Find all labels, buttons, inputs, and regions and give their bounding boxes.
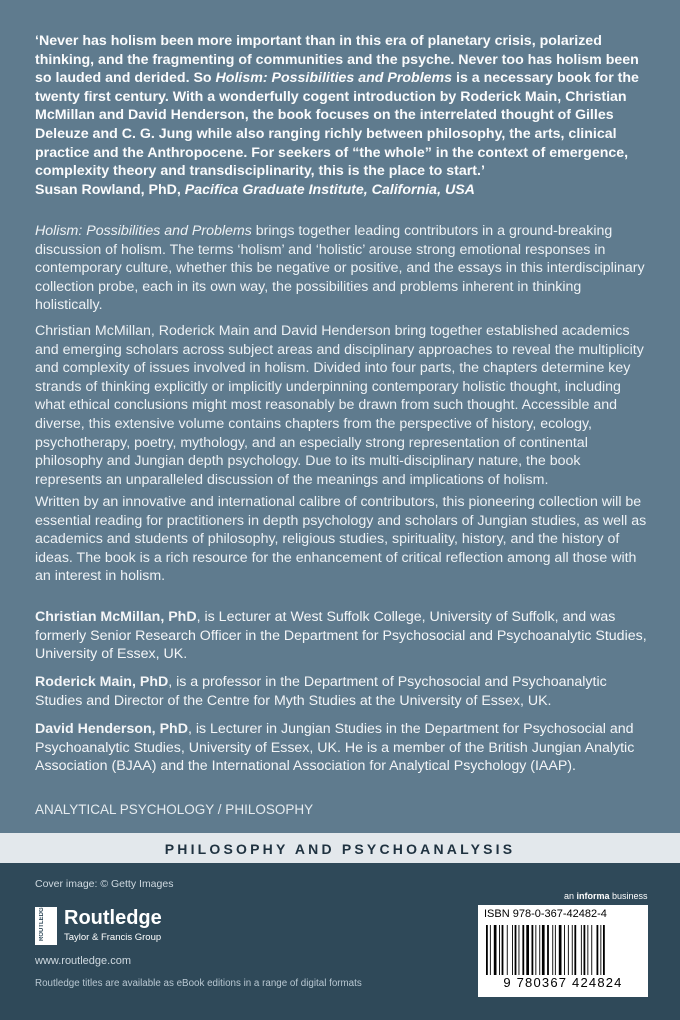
bio-name: Roderick Main, PhD [35, 674, 169, 690]
description-paragraph-2: Christian McMillan, Roderick Main and David Henderson bring together established academics and emerging scholars across subject areas and disciplinary approaches to reveal the multiplicity and complexity of issues involved in holism. Divided into four parts, the chapters determine key strands of thinking explicitly or implicitly underpinning contemporary holistic thought, including what ethical conclusions might most reasonably be drawn from such thought. Accessible and diverse, this extensive volume contains chapters from the perspective of history, ecology, psychotherapy, poetry, mythology, and an especially strong representation of continental philosophy and Jungian depth psychology. Due to its multi-disciplinary nature, the book represents an unparalleled discussion of the meanings and implications of holism. [35, 323, 644, 488]
source-name: Susan Rowland, PhD, [35, 181, 185, 198]
routledge-logo [35, 903, 180, 947]
ebook-note: Routledge titles are available as eBook editions in a range of digital formats [35, 978, 362, 989]
barcode-panel [478, 905, 648, 997]
description-paragraph-3: Written by an innovative and international calibre of contributors, this pioneering collection will be essential reading for practitioners in depth psychology and scholars of Jungian studies, as well as academics and students of philosophy, religious studies, spirituality, history, and the history of ideas. The book is a rich resource for the enhancement of critical reflection among all those with an interest in holism. [35, 494, 647, 585]
publisher-website: www.routledge.com [35, 955, 131, 967]
book-title: Holism: Possibilities and Problems [35, 223, 252, 239]
bio-david-henderson [35, 720, 649, 776]
logo-mark-text: ROUTLEDGE [39, 903, 45, 941]
subject-category: ANALYTICAL PSYCHOLOGY / PHILOSOPHY [35, 802, 314, 817]
description-paragraph-1 [35, 222, 649, 315]
bio-name: Christian McMillan, PhD [35, 609, 197, 625]
barcode-number: 9 780367 424824 [503, 975, 623, 990]
endorsement-quote [35, 32, 649, 199]
bio-christian-mcmillan [35, 608, 649, 664]
bio-roderick-main [35, 673, 649, 710]
routledge-mark-icon [35, 903, 57, 945]
source-affiliation: Pacifica Graduate Institute, California, USA [184, 181, 475, 198]
bio-text: , is a professor in the Department of Psychosocial and Psychoanalytic Studies and Director of the Centre for Myth Studies at the University of Essex, UK. [35, 674, 607, 709]
quote-source [35, 181, 649, 200]
isbn-label: ISBN 978-0-367-42482-4 [484, 908, 607, 920]
barcode-icon [486, 925, 641, 975]
bio-name: David Henderson, PhD [35, 721, 188, 737]
quote-text: ‘Never has holism been more important than in this era of planetary crisis, polarized thinking, and the fragmenting of communities and the psyche. Never too has holism been so lauded and derided. So [35, 33, 639, 87]
quote-book-title: Holism: Possibilities and Problems [215, 70, 453, 87]
publisher-group: Taylor & Francis Group [64, 932, 162, 943]
bio-text: , is Lecturer in Jungian Studies in the Department for Psychosocial and Psychoanalytic Studies, University of Essex, UK. He is a member of the British Jungian Analytic Association (BJAA) and the International Association for Analytical Psychology (IAAP). [35, 721, 635, 775]
bio-text: , is Lecturer at West Suffolk College, University of Suffolk, and was formerly Senior Research Officer in the Department for Psychosocial and Psychoanalytic Studies, University of Essex, UK. [35, 609, 647, 663]
cover-credit: Cover image: © Getty Images [35, 878, 174, 890]
informa-business-label: an informa business [564, 891, 648, 901]
description-text: brings together leading contributors in a ground-breaking discussion of holism. The terms ‘holism’ and ‘holistic’ arouse strong emotional responses in contemporary culture, whether this be negative or positive, and the essays in this interdisciplinary collection probe, each in its own way, the possibilities and problems inherent in thinking holistically. [35, 223, 645, 314]
series-title: PHILOSOPHY AND PSYCHOANALYSIS [164, 841, 516, 857]
publisher-name: Routledge [64, 907, 162, 929]
informa-brand: informa [576, 891, 610, 901]
quote-text-rest: is a necessary book for the twenty first century. With a wonderfully cogent introduction by Roderick Main, Christian McMillan and David Henderson, the book focuses on the interrelated thought of Gilles Deleuze and C. G. Jung while also ranging richly between philosophy, the arts, clinical practice and the Anthropocene. For seekers of “the whole” in the context of emergence, complexity theory and transdisciplinarity, this is the place to start.’ [35, 70, 639, 180]
